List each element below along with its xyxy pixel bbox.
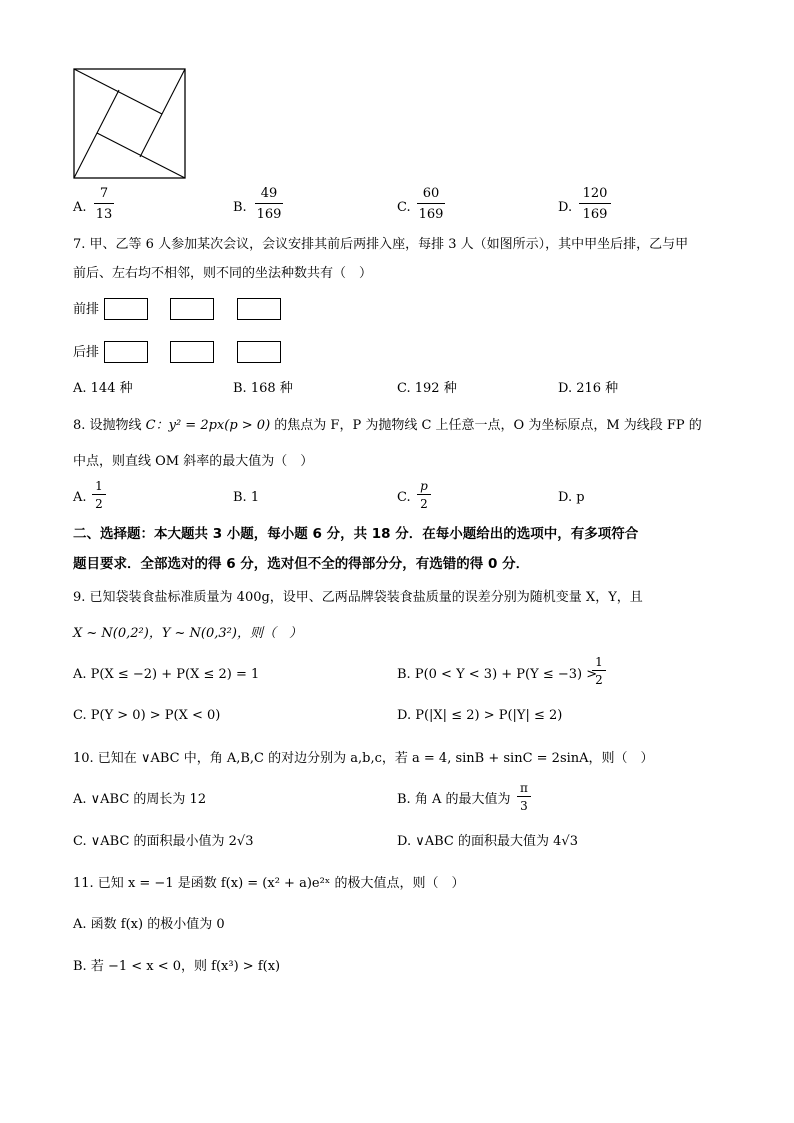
- q8-text-line1: [73, 419, 702, 432]
- q10-option-b-label: B. 角 A 的最大值为: [397, 792, 511, 807]
- q10-option-a: A. ∨ABC 的周长为 12: [73, 792, 207, 807]
- q8-option-c-label: C.: [397, 490, 411, 505]
- q6-option-d-fraction: [579, 187, 611, 221]
- numerator: 60: [422, 186, 440, 201]
- q11-text-line1: 11. 已知 x = −1 是函数 f(x) = (x² + a)e²ˣ 的极大值点，则（ ）: [73, 876, 465, 891]
- section2-header-line1: 二、选择题：本大题共 3 小题，每小题 6 分，共 18 分．在每小题给出的选项中，有多项符合: [73, 526, 639, 542]
- q8-parabola-equation: C：y² = 2px(p > 0): [145, 418, 271, 433]
- numerator: π: [520, 781, 528, 795]
- q8-option-a-label: A.: [73, 490, 87, 505]
- q10-option-c: C. ∨ABC 的面积最小值为 2√3: [73, 834, 254, 849]
- back-row-label: 后排: [73, 345, 100, 360]
- q6-option-b-fraction: [255, 187, 283, 221]
- denominator: 3: [520, 799, 528, 813]
- q7-option-a: A. 144 种: [73, 381, 133, 396]
- q6-option-b-label: B.: [233, 200, 247, 215]
- front-seat-3: [237, 298, 281, 320]
- square-figure: [73, 68, 187, 180]
- q8-option-b: B. 1: [233, 490, 260, 505]
- q6-option-a-label: A.: [73, 200, 87, 215]
- denominator: 169: [418, 207, 444, 222]
- back-seat-1: [104, 341, 148, 363]
- denominator: 13: [95, 207, 113, 222]
- denominator: 2: [420, 497, 428, 511]
- back-seat-3: [237, 341, 281, 363]
- q9-option-d: D. P(|X| ≤ 2) > P(|Y| ≤ 2): [397, 708, 563, 723]
- q9-option-b-label: B. P(0 < Y < 3) + P(Y ≤ −3) >: [397, 667, 598, 682]
- q8-text-line1-a: 8. 设抛物线: [73, 418, 146, 433]
- q8-option-d: D. p: [558, 490, 585, 505]
- q8-option-a-fraction: [92, 480, 106, 510]
- section2-header-line2: 题目要求．全部选对的得 6 分，选对但不全的得部分分，有选错的得 0 分．: [73, 556, 530, 572]
- back-seat-2: [170, 341, 214, 363]
- q9-option-a: A. P(X ≤ −2) + P(X ≤ 2) = 1: [73, 667, 260, 682]
- denominator: 169: [582, 207, 608, 222]
- numerator: 7: [99, 186, 109, 201]
- numerator: 49: [260, 186, 278, 201]
- q6-option-a-fraction: [94, 187, 114, 221]
- q6-option-c-fraction: [417, 187, 445, 221]
- q7-text-line2: 前后、左右均不相邻，则不同的坐法种数共有（ ）: [73, 266, 373, 281]
- numerator: 120: [582, 186, 608, 201]
- q8-option-c-fraction: [417, 480, 431, 510]
- q9-option-b-fraction: [592, 656, 606, 686]
- numerator: 1: [95, 479, 103, 493]
- q8-text-line1-c: 的焦点为 F，P 为抛物线 C 上任意一点，O 为坐标原点，M 为线段 FP 的: [270, 418, 702, 433]
- q9-text-line1: 9. 已知袋装食盐标准质量为 400g，设甲、乙两品牌袋装食盐质量的误差分别为随机变量 X，Y，且: [73, 590, 643, 605]
- q11-option-a: A. 函数 f(x) 的极小值为 0: [73, 917, 225, 932]
- denominator: 2: [95, 497, 103, 511]
- numerator: 1: [595, 655, 603, 669]
- denominator: 169: [256, 207, 282, 222]
- front-row-label: 前排: [73, 302, 100, 317]
- q7-option-b: B. 168 种: [233, 381, 293, 396]
- q8-text-line2: 中点，则直线 OM 斜率的最大值为（ ）: [73, 454, 314, 469]
- q10-option-b-fraction: [517, 782, 531, 812]
- q7-option-d: D. 216 种: [558, 381, 619, 396]
- q7-text-line1: 7. 甲、乙等 6 人参加某次会议，会议安排其前后两排入座，每排 3 人（如图所示），其中甲坐后排，乙与甲: [73, 237, 689, 252]
- q9-option-c: C. P(Y > 0) > P(X < 0): [73, 708, 221, 723]
- q6-option-c-label: C.: [397, 200, 411, 215]
- q9-text-line2: X ~ N(0,2²)，Y ~ N(0,3²)，则（ ）: [73, 626, 302, 641]
- q11-option-b: B. 若 −1 < x < 0，则 f(x³) > f(x): [73, 959, 281, 974]
- front-seat-1: [104, 298, 148, 320]
- numerator: p: [420, 479, 428, 493]
- q10-option-d: D. ∨ABC 的面积最大值为 4√3: [397, 834, 578, 849]
- q7-option-c: C. 192 种: [397, 381, 457, 396]
- denominator: 2: [595, 673, 603, 687]
- q10-text-line1: 10. 已知在 ∨ABC 中，角 A,B,C 的对边分别为 a,b,c，若 a = 4, sinB + sinC = 2sinA，则（ ）: [73, 751, 654, 766]
- q6-option-d-label: D.: [558, 200, 573, 215]
- front-seat-2: [170, 298, 214, 320]
